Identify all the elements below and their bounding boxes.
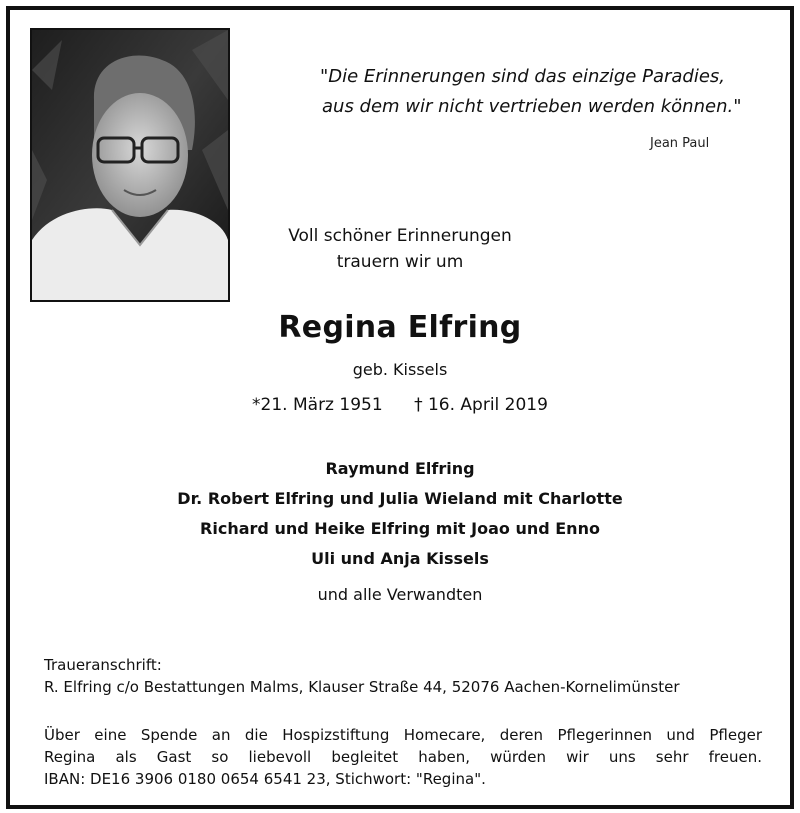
deceased-name: Regina Elfring <box>278 310 522 345</box>
life-dates <box>10 395 790 415</box>
mourner: Raymund Elfring <box>325 459 475 478</box>
quote-line-2: aus dem wir nicht vertrieben werden können." <box>322 96 742 117</box>
mourner: Uli und Anja Kissels <box>311 549 489 568</box>
birth-date: *21. März 1951 <box>252 395 383 415</box>
mourner: Dr. Robert Elfring und Julia Wieland mit Charlotte <box>177 489 623 508</box>
address-value: R. Elfring c/o Bestattungen Malms, Klauser Straße 44, 52076 Aachen-Kornelimünster <box>44 678 680 696</box>
death-date: † 16. April 2019 <box>414 395 548 415</box>
obituary-notice <box>6 6 794 809</box>
intro-line-2: trauern wir um <box>336 252 464 272</box>
maiden-name: geb. Kissels <box>352 360 448 379</box>
mourner: Richard und Heike Elfring mit Joao und Enno <box>200 519 600 538</box>
mourning-address <box>44 654 764 698</box>
quote-line-1: "Die Erinnerungen sind das einzige Paradies, <box>320 66 726 87</box>
donation-note <box>44 724 762 790</box>
donation-line-3: IBAN: DE16 3906 0180 0654 6541 23, Stichwort: "Regina". <box>44 770 486 788</box>
address-label: Traueranschrift: <box>44 656 162 674</box>
mourners-list <box>10 454 790 574</box>
donation-line-1: Über eine Spende an die Hospizstiftung Homecare, deren Pflegerinnen und Pfleger <box>44 726 762 744</box>
quote <box>320 62 760 122</box>
quote-author: Jean Paul <box>650 136 710 151</box>
relatives-line: und alle Verwandten <box>317 585 483 604</box>
donation-line-2: Regina als Gast so liebevoll begleitet haben, würden wir uns sehr freuen. <box>44 748 762 766</box>
portrait-photo <box>30 28 230 302</box>
intro-line-1: Voll schöner Erinnerungen <box>288 226 512 246</box>
intro-text <box>250 223 550 275</box>
